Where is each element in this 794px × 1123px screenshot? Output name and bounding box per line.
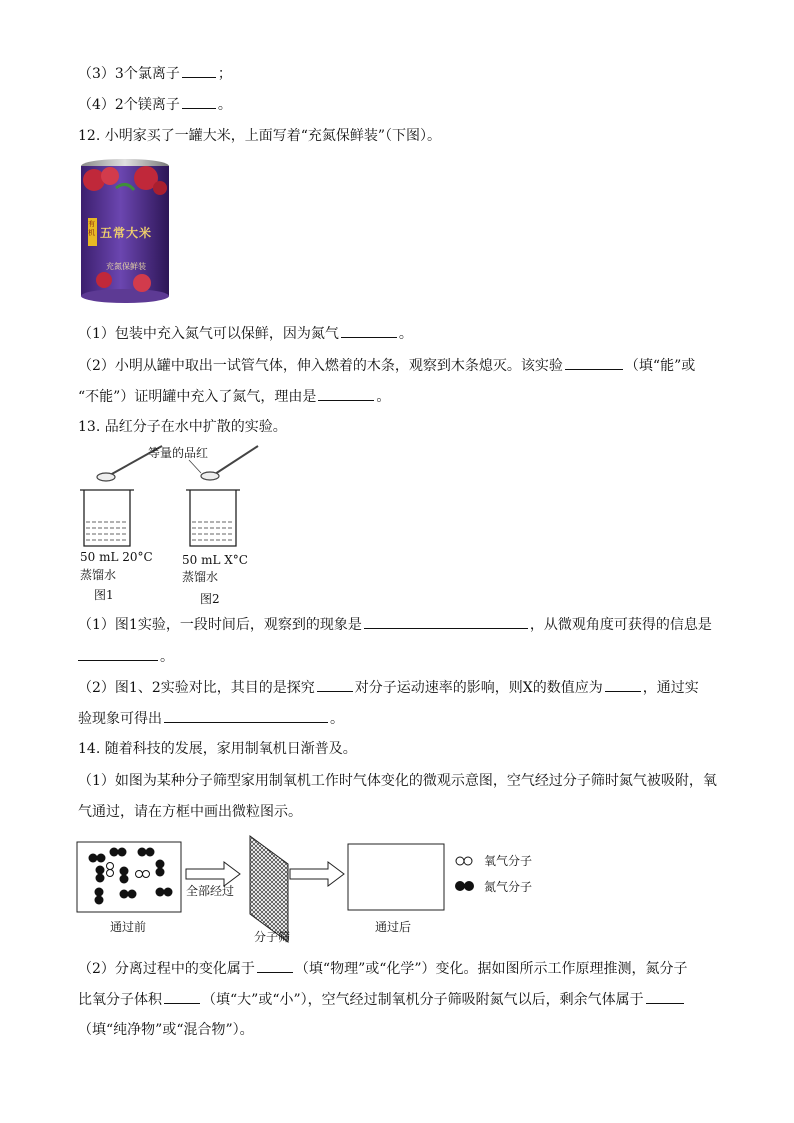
q11-item4: （4）2个镁离子 。 xyxy=(78,94,232,115)
can-brand-small: 有机 xyxy=(88,220,95,237)
label-pink-dye: 等量的品红 xyxy=(148,446,209,460)
answer-blank[interactable] xyxy=(317,677,353,692)
answer-blank[interactable] xyxy=(164,708,328,723)
oxygen-legend-icon xyxy=(456,857,472,865)
fig1-water: 蒸馏水 xyxy=(80,568,117,582)
q12-sub1: （1）包装中充入氮气可以保鲜，因为氮气 。 xyxy=(78,323,413,344)
rice-can-image xyxy=(76,158,174,306)
label-sieve: 分子筛 xyxy=(254,930,291,944)
spoon-icon xyxy=(201,446,258,480)
answer-blank[interactable] xyxy=(182,94,216,109)
beaker-2 xyxy=(186,490,240,546)
answer-blank[interactable] xyxy=(565,355,623,370)
after-box[interactable] xyxy=(348,844,444,910)
answer-blank[interactable] xyxy=(646,989,684,1004)
beaker-diagram xyxy=(76,442,276,610)
legend-nitrogen: 氮气分子 xyxy=(484,880,533,894)
fig14-diagram xyxy=(76,834,556,946)
q11-item3: （3）3个氯离子 ； xyxy=(78,63,232,84)
label-before: 通过前 xyxy=(110,920,147,934)
answer-blank[interactable] xyxy=(78,646,158,661)
beaker-1 xyxy=(80,490,134,546)
fig1-volume: 50 mL 20°C xyxy=(80,550,153,564)
sieve-shape xyxy=(250,836,288,942)
q13-sub1: （1）图1实验，一段时间后，观察到的现象是 ，从微观角度可获得的信息是 xyxy=(78,614,712,635)
fig13-diagram xyxy=(76,442,276,610)
q14-sub2-cont: 比氧分子体积 （填“大”或“小”），空气经过制氧机分子筛吸附氮气以后，剩余气体属于 xyxy=(78,989,686,1010)
can-brand-main: 五常大米 xyxy=(100,226,153,240)
label-through: 全部经过 xyxy=(186,884,235,898)
q13-sub1-cont: 。 xyxy=(78,646,174,667)
can-subtitle: 充氮保鲜装 xyxy=(106,262,146,271)
fig2-volume: 50 mL X°C xyxy=(182,553,248,567)
answer-blank[interactable] xyxy=(605,677,641,692)
q14-sub2: （2）分离过程中的变化属于 （填“物理”或“化学”）变化。据如图所示工作原理推测，氮分子 xyxy=(78,958,688,979)
fig2-water: 蒸馏水 xyxy=(182,570,219,584)
q14-sub2-cont2: （填“纯净物”或“混合物”）。 xyxy=(78,1022,254,1038)
label-after: 通过后 xyxy=(375,920,412,934)
q13-stem: 13. 品红分子在水中扩散的实验。 xyxy=(78,419,287,435)
legend-oxygen: 氧气分子 xyxy=(484,854,533,868)
answer-blank[interactable] xyxy=(318,386,374,401)
q12-sub2: （2）小明从罐中取出一试管气体，伸入燃着的木条，观察到木条熄灭。该实验 （填“能”或 xyxy=(78,355,695,376)
before-box xyxy=(77,842,181,912)
fig1-caption: 图1 xyxy=(94,588,114,602)
answer-blank[interactable] xyxy=(341,323,397,338)
answer-blank[interactable] xyxy=(164,989,200,1004)
q14-sub1: （1）如图为某种分子筛型家用制氧机工作时气体变化的微观示意图，空气经过分子筛时氮气被吸附，氧 xyxy=(78,773,717,789)
answer-blank[interactable] xyxy=(182,63,216,78)
answer-blank[interactable] xyxy=(364,614,528,629)
q12-stem: 12. 小明家买了一罐大米，上面写着“充氮保鲜装”（下图）。 xyxy=(78,128,442,144)
q13-sub2: （2）图1、2实验对比，其目的是探究 对分子运动速率的影响，则X的数值应为 ，通过实 xyxy=(78,677,699,698)
q12-sub2-cont: “不能”）证明罐中充入了氮气，理由是 。 xyxy=(78,386,390,407)
fig2-caption: 图2 xyxy=(200,592,220,606)
q14-sub1-cont: 气通过，请在方框中画出微粒图示。 xyxy=(78,804,302,820)
q14-stem: 14. 随着科技的发展，家用制氧机日渐普及。 xyxy=(78,741,357,757)
q13-sub2-cont: 验现象可得出 。 xyxy=(78,708,344,729)
answer-blank[interactable] xyxy=(257,958,293,973)
nitrogen-legend-icon xyxy=(455,881,474,891)
arrow-right-icon xyxy=(290,862,344,886)
